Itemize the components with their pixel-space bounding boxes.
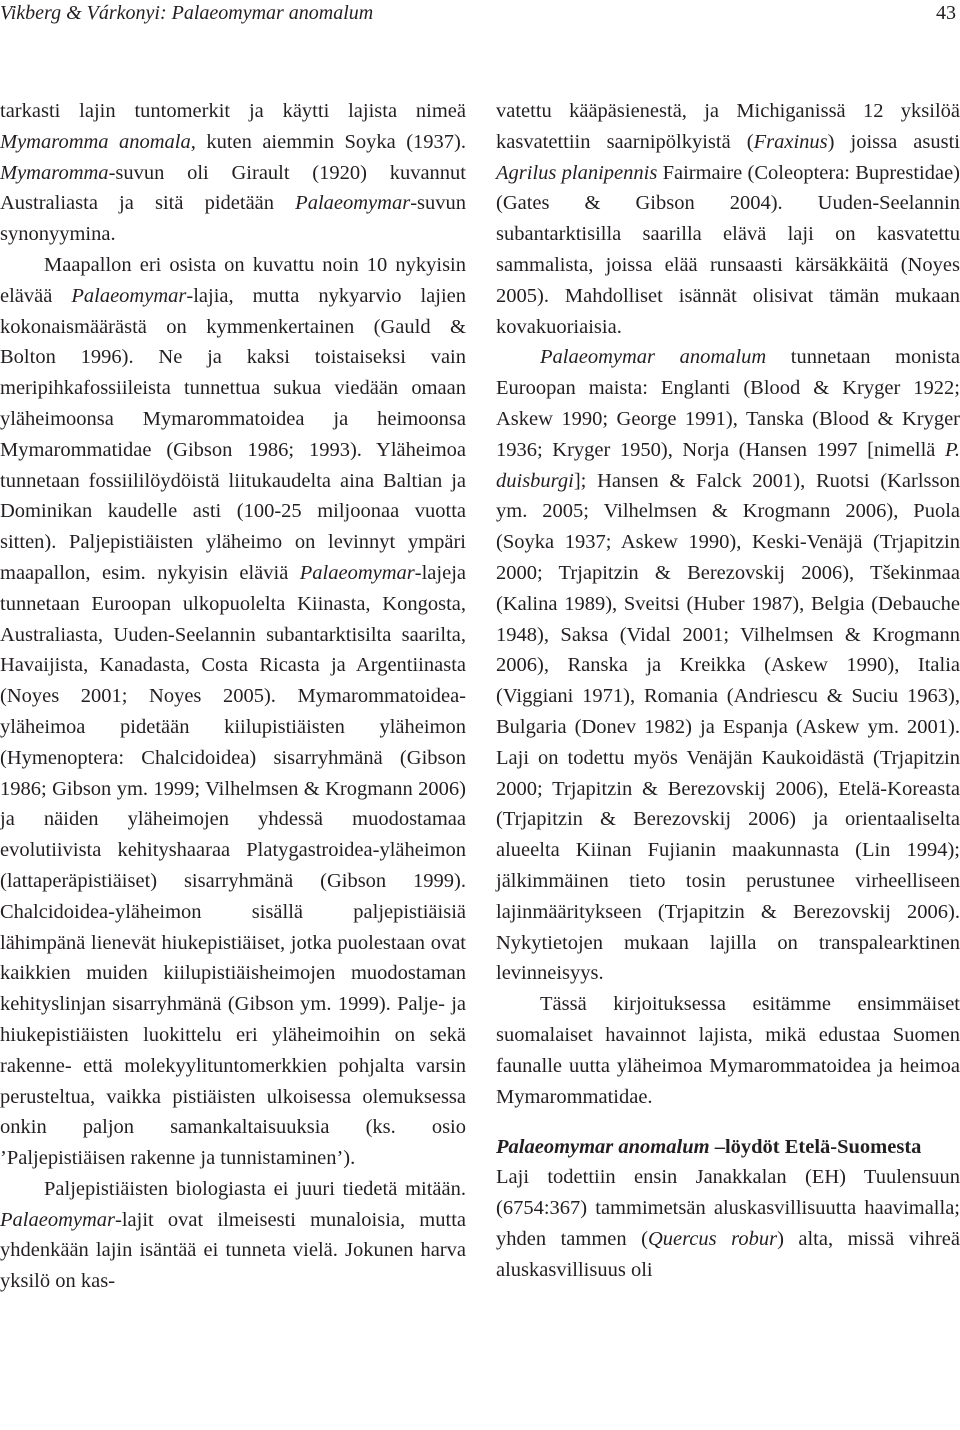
left-column [0, 96, 466, 1297]
running-header [0, 0, 960, 26]
paragraph: Laji todettiin ensin Janakkalan (EH) Tuulensuun (6754:367) tammimetsän aluskasvillisuutta haavimalla; yhden tammen (Quercus robur) alta, missä vihreä aluskasvillisuus oli [496, 1166, 960, 1281]
paragraph: Tässä kirjoituksessa esitämme ensimmäiset suomalaiset havainnot lajista, mikä edustaa Suomen faunalle uutta yläheimoa Mymarommatoidea ja heimoa Mymarommatidae. [496, 993, 960, 1108]
paragraph: Maapallon eri osista on kuvattu noin 10 nykyisin elävää Palaeomymar-lajia, mutta nykyarvio lajien kokonaismäärästä on kymmenkertainen (Gauld & Bolton 1996). Ne ja kaksi toistaiseksi vain meripihkafossiileista tunnettua sukua viedään omaan yläheimoonsa Mymarommatoidea ja heimoonsa Mymarommatidae (Gibson 1986; 1993). Yläheimoa tunnetaan fossiililöydöistä liitukaudelta aina Baltian ja Dominikan kaudelle asti (100-25 miljoonaa vuotta sitten). Paljepistiäisten yläheimo on levinnyt ympäri maapallon, esim. nykyisin eläviä Palaeomymar-lajeja tunnetaan Euroopan ulkopuolelta Kiinasta, Kongosta, Australiasta, Uuden-Seelannin subantarktisilta saarilta, Havaijista, Kanadasta, Costa Ricasta ja Argentiinasta (Noyes 2001; Noyes 2005). Mymarommatoidea-yläheimoa pidetään kiilupistiäisten yläheimon (Hymenoptera: Chalcidoidea) sisarryhmänä (Gibson 1986; Gibson ym. 1999; Vilhelmsen & Krogmann 2006) ja näiden yläheimojen yhdessä muodostamaa evolutiivista kehityshaaraa Platygastroidea-yläheimon (lattaperäpistiäiset) sisarryhmänä (Gibson 1999). Chalcidoidea-yläheimon sisällä paljepistiäisiä lähimpänä lienevät hiukepistiäiset, jotka puolestaan ovat kaikkien muiden kiilupistiäisheimojen muodostaman kehityslinjan sisarryhmänä (Gibson ym. 1999). Palje- ja hiukepistiäisten luokittelu eri yläheimoihin on sekä rakenne- että molekyylituntomerkkien pohjalta varsin perusteltua, vaikka pistiäisten ulkoisessa olemuksessa onkin paljon samankaltaisuuksia (ks. osio ’Paljepistiäisen rakenne ja tunnistaminen’). [0, 253, 466, 1170]
paragraph: Paljepistiäisten biologiasta ei juuri tiedetä mitään. Palaeomymar-lajit ovat ilmeisesti munaloisia, mutta yhdenkään lajin isäntää ei tunneta vielä. Jokunen harva yksilö on kas- [0, 1177, 466, 1293]
running-title: Vikberg & Várkonyi: Palaeomymar anomalum [0, 2, 374, 24]
right-column [496, 96, 960, 1285]
page-number: 43 [936, 2, 956, 24]
paragraph: tarkasti lajin tuntomerkit ja käytti lajista nimeä Mymaromma anomala, kuten aiemmin Soyka (1937). Mymaromma-suvun oli Girault (1920) kuvannut Australiasta ja sitä pidetään Palaeomymar-suvun synonyymina. [0, 100, 466, 246]
paragraph: Palaeomymar anomalum tunnetaan monista Euroopan maista: Englanti (Blood & Kryger 1922; Askew 1990; George 1991), Tanska (Blood & Kryger 1936; Kryger 1950), Norja (Hansen 1997 [nimellä P. duisburgi]; Hansen & Falck 2001), Ruotsi (Karlsson ym. 2005; Vilhelmsen & Krogmann 2006), Puola (Soyka 1937; Askew 1990), Keski-Venäjä (Trjapitzin 2000; Trjapitzin & Berezovskij 2006), Tšekinmaa (Kalina 1989), Sveitsi (Huber 1987), Belgia (Debauche 1948), Saksa (Vidal 2001; Vilhelmsen & Krogmann 2006), Ranska ja Kreikka (Askew 1990), Italia (Viggiani 1971), Romania (Andriescu & Suciu 1963), Bulgaria (Donev 1982) ja Espanja (Askew ym. 2001). Laji on todettu myös Venäjän Kaukoidästä (Trjapitzin 2000; Trjapitzin & Berezovskij 2006), Etelä-Koreasta (Trjapitzin & Berezovskij 2006) ja orientaaliselta alueelta Kiinan Fujianin maakunnasta (Lin 1994); jälkimmäinen tieto tosin perustunee virheelliseen lajinmääritykseen (Trjapitzin & Berezovskij 2006). Nykytietojen mukaan lajilla on transpalearktinen levinneisyys. [496, 346, 960, 985]
section-heading: Palaeomymar anomalum –löydöt Etelä-Suomesta [496, 1136, 922, 1159]
paragraph: vatettu kääpäsienestä, ja Michiganissä 12 yksilöä kasvatettiin saarnipölkyistä (Fraxinus) joissa asusti Agrilus planipennis Fairmaire (Coleoptera: Buprestidae)(Gates & Gibson 2004). Uuden-Seelannin subantarktisilla saarilla elävä laji on kasvatettu sammalista, joissa elää runsaasti kärsäkkäitä (Noyes 2005). Mahdolliset isännät olisivat tämän mukaan kovakuoriaisia. [496, 100, 960, 338]
